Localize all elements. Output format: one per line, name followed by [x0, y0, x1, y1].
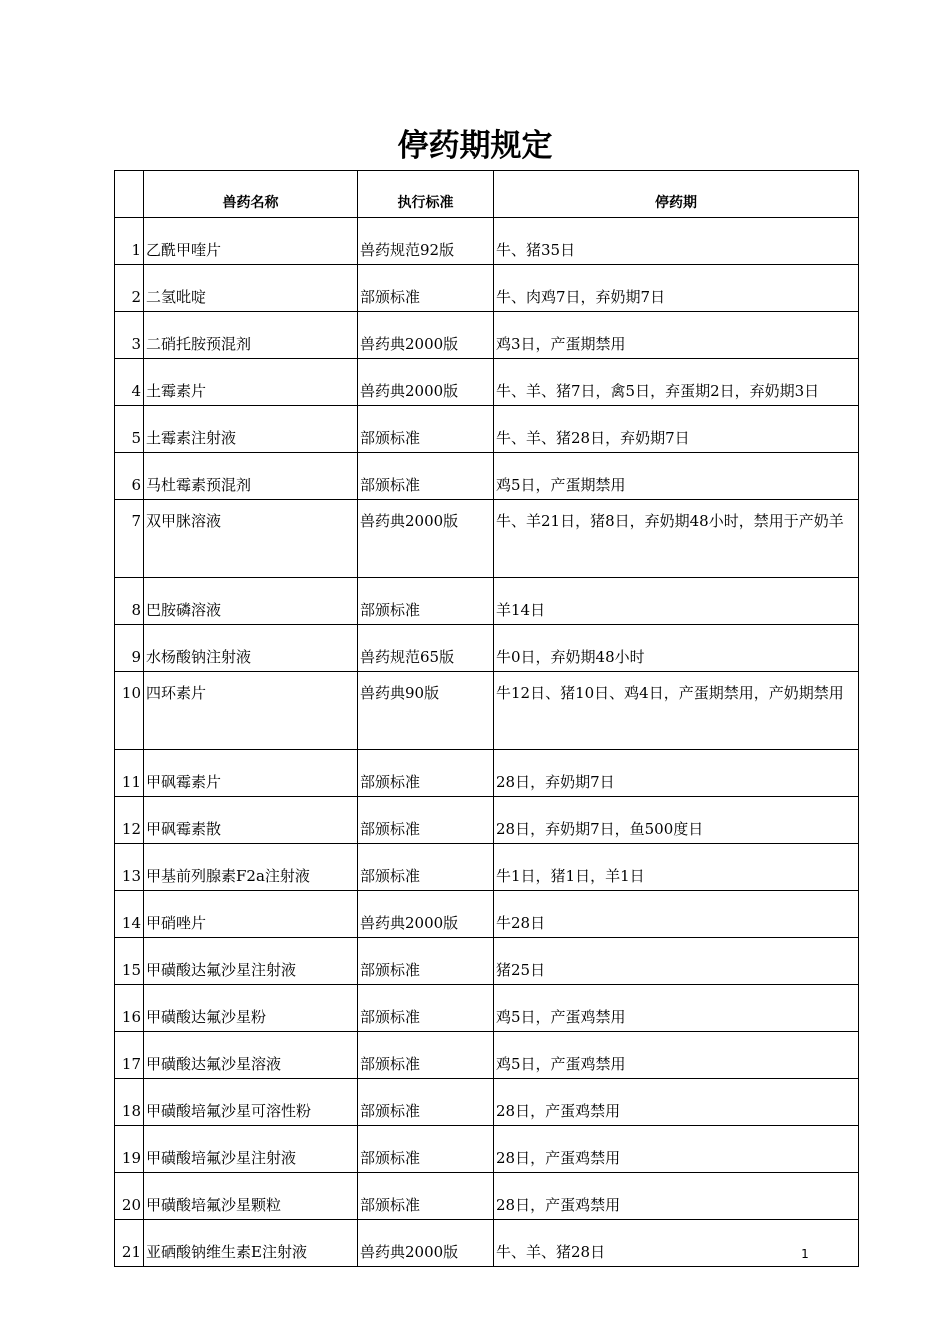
withdrawal-period-cell: 鸡5日，产蛋鸡禁用	[494, 1032, 859, 1079]
row-number: 4	[115, 359, 144, 406]
withdrawal-period-cell: 牛、猪35日	[494, 218, 859, 265]
standard-cell: 兽药典2000版	[358, 500, 494, 578]
drug-name-cell: 甲磺酸达氟沙星粉	[144, 985, 358, 1032]
drug-name-cell: 巴胺磷溶液	[144, 578, 358, 625]
withdrawal-period-cell: 牛、羊、猪28日，弃奶期7日	[494, 406, 859, 453]
withdrawal-period-table	[114, 170, 859, 1267]
table-row	[115, 578, 859, 625]
withdrawal-period-cell: 牛、羊、猪7日，禽5日，弃蛋期2日，弃奶期3日	[494, 359, 859, 406]
standard-cell: 部颁标准	[358, 1079, 494, 1126]
drug-name-cell: 甲磺酸达氟沙星注射液	[144, 938, 358, 985]
table-row	[115, 844, 859, 891]
row-number: 1	[115, 218, 144, 265]
row-number: 17	[115, 1032, 144, 1079]
row-number: 14	[115, 891, 144, 938]
withdrawal-period-cell: 28日，产蛋鸡禁用	[494, 1079, 859, 1126]
table-row	[115, 1126, 859, 1173]
standard-cell: 部颁标准	[358, 985, 494, 1032]
standard-cell: 部颁标准	[358, 938, 494, 985]
withdrawal-period-cell: 牛、肉鸡7日，弃奶期7日	[494, 265, 859, 312]
drug-name-cell: 二氢吡啶	[144, 265, 358, 312]
row-number: 15	[115, 938, 144, 985]
table-row	[115, 625, 859, 672]
standard-cell: 部颁标准	[358, 1126, 494, 1173]
withdrawal-period-cell: 羊14日	[494, 578, 859, 625]
drug-name-cell: 乙酰甲喹片	[144, 218, 358, 265]
withdrawal-period-cell: 28日，产蛋鸡禁用	[494, 1126, 859, 1173]
row-number: 16	[115, 985, 144, 1032]
table-row	[115, 1079, 859, 1126]
table-row	[115, 797, 859, 844]
drug-name-cell: 甲磺酸培氟沙星注射液	[144, 1126, 358, 1173]
table-row	[115, 312, 859, 359]
standard-cell: 部颁标准	[358, 406, 494, 453]
table-row	[115, 500, 859, 578]
withdrawal-period-cell: 牛0日，弃奶期48小时	[494, 625, 859, 672]
withdrawal-period-cell: 牛28日	[494, 891, 859, 938]
table-row	[115, 750, 859, 797]
table-row	[115, 1032, 859, 1079]
table-row	[115, 1173, 859, 1220]
drug-name-cell: 甲磺酸培氟沙星颗粒	[144, 1173, 358, 1220]
table-header-row	[115, 171, 859, 218]
drug-name-cell: 双甲脒溶液	[144, 500, 358, 578]
withdrawal-period-cell: 牛、羊21日，猪8日，弃奶期48小时，禁用于产奶羊	[494, 500, 859, 578]
header-standard: 执行标准	[358, 171, 494, 218]
withdrawal-period-cell: 28日，弃奶期7日	[494, 750, 859, 797]
standard-cell: 部颁标准	[358, 453, 494, 500]
withdrawal-period-cell: 鸡3日，产蛋期禁用	[494, 312, 859, 359]
standard-cell: 兽药典90版	[358, 672, 494, 750]
table-row	[115, 672, 859, 750]
standard-cell: 部颁标准	[358, 578, 494, 625]
drug-name-cell: 四环素片	[144, 672, 358, 750]
drug-name-cell: 甲硝唑片	[144, 891, 358, 938]
drug-name-cell: 甲砜霉素片	[144, 750, 358, 797]
table-row	[115, 218, 859, 265]
withdrawal-period-cell: 鸡5日，产蛋期禁用	[494, 453, 859, 500]
row-number: 18	[115, 1079, 144, 1126]
standard-cell: 部颁标准	[358, 750, 494, 797]
row-number: 20	[115, 1173, 144, 1220]
standard-cell: 部颁标准	[358, 797, 494, 844]
table-row	[115, 453, 859, 500]
drug-name-cell: 二硝托胺预混剂	[144, 312, 358, 359]
row-number: 6	[115, 453, 144, 500]
table-row	[115, 265, 859, 312]
row-number: 3	[115, 312, 144, 359]
row-number: 9	[115, 625, 144, 672]
withdrawal-period-cell: 28日，弃奶期7日，鱼500度日	[494, 797, 859, 844]
page-number: 1	[801, 1247, 809, 1261]
drug-name-cell: 马杜霉素预混剂	[144, 453, 358, 500]
table-row	[115, 938, 859, 985]
standard-cell: 兽药规范92版	[358, 218, 494, 265]
standard-cell: 兽药规范65版	[358, 625, 494, 672]
drug-name-cell: 甲磺酸培氟沙星可溶性粉	[144, 1079, 358, 1126]
standard-cell: 部颁标准	[358, 265, 494, 312]
header-index	[115, 171, 144, 218]
standard-cell: 部颁标准	[358, 844, 494, 891]
row-number: 2	[115, 265, 144, 312]
drug-name-cell: 亚硒酸钠维生素E注射液	[144, 1220, 358, 1267]
withdrawal-period-cell: 28日，产蛋鸡禁用	[494, 1173, 859, 1220]
table-row	[115, 985, 859, 1032]
row-number: 11	[115, 750, 144, 797]
row-number: 12	[115, 797, 144, 844]
row-number: 10	[115, 672, 144, 750]
standard-cell: 兽药典2000版	[358, 1220, 494, 1267]
table-row	[115, 406, 859, 453]
drug-name-cell: 甲砜霉素散	[144, 797, 358, 844]
row-number: 5	[115, 406, 144, 453]
row-number: 21	[115, 1220, 144, 1267]
drug-name-cell: 甲磺酸达氟沙星溶液	[144, 1032, 358, 1079]
drug-name-cell: 水杨酸钠注射液	[144, 625, 358, 672]
standard-cell: 部颁标准	[358, 1173, 494, 1220]
standard-cell: 兽药典2000版	[358, 891, 494, 938]
header-drug-name: 兽药名称	[144, 171, 358, 218]
withdrawal-period-cell: 鸡5日，产蛋鸡禁用	[494, 985, 859, 1032]
drug-name-cell: 土霉素片	[144, 359, 358, 406]
withdrawal-period-cell: 牛1日，猪1日，羊1日	[494, 844, 859, 891]
header-withdrawal-period: 停药期	[494, 171, 859, 218]
row-number: 7	[115, 500, 144, 578]
row-number: 8	[115, 578, 144, 625]
table-row	[115, 891, 859, 938]
drug-name-cell: 甲基前列腺素F2a注射液	[144, 844, 358, 891]
row-number: 13	[115, 844, 144, 891]
standard-cell: 兽药典2000版	[358, 312, 494, 359]
withdrawal-period-cell: 牛、羊、猪28日	[494, 1220, 859, 1267]
withdrawal-period-cell: 牛12日、猪10日、鸡4日，产蛋期禁用，产奶期禁用	[494, 672, 859, 750]
table-row	[115, 359, 859, 406]
page-title: 停药期规定	[397, 128, 553, 164]
drug-name-cell: 土霉素注射液	[144, 406, 358, 453]
withdrawal-period-cell: 猪25日	[494, 938, 859, 985]
table-row	[115, 1220, 859, 1267]
row-number: 19	[115, 1126, 144, 1173]
standard-cell: 兽药典2000版	[358, 359, 494, 406]
standard-cell: 部颁标准	[358, 1032, 494, 1079]
